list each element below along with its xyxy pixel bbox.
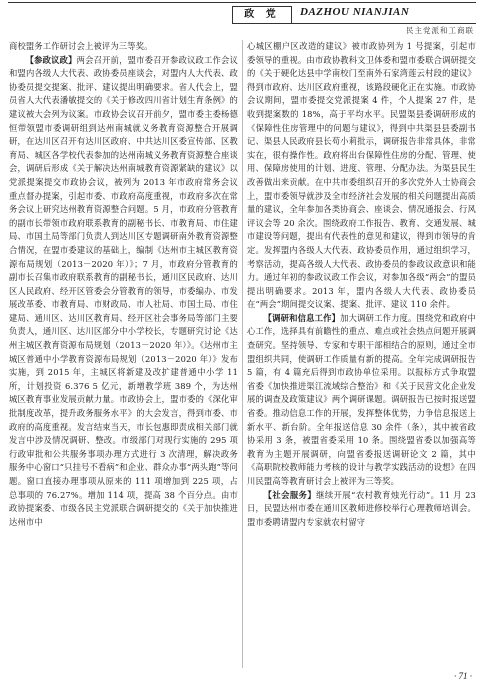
section-tag: 【社会服务】 [263,489,317,500]
header-bottom-rule [232,23,476,24]
paragraph [247,312,476,489]
paragraph [9,54,238,530]
header-top-rule [8,2,476,3]
section-tag: 【参政议政】 [25,54,77,65]
yearbook-title: DAZHOU NIANJIAN [300,6,410,18]
paragraph-text: 继续开展“农村教育烛光行动”。11 月 23 日，民盟达州市委在通川区教师进修校举行心理教师培训会。盟市委聘请盟内专家就农村留守 [247,489,476,527]
paragraph [247,40,476,312]
paragraph-text: 商校盟务工作研讨会上被评为三等奖。 [9,41,153,51]
section-tag: 【调研和信息工作】 [263,312,341,323]
left-text-column [9,40,238,668]
column-divider [242,40,243,668]
right-text-column [247,40,476,668]
paragraph-text: 两会召开前，盟市委召开参政议政工作会议和盟内各级人大代表、政协委员座谈会，对盟内人大代表、政协委员提交提案、批评、建议提出明确要求。省人代会上，盟员省人大代表潘敏提交的《关于修改四川省计划生育条例》的建议被大会列为议案。市政协会议召开前夕，盟市委主委杨德恒带领盟市委调研组到达州南城就义务教育资源整合开展调研，在达川区召开有达川区政府、中共达川区委宣传部、区教育局、城区各学校代表参加的达州南城义务教育资源整合座谈会，调研后形成《关于解决达州南城教育资源紧缺的建议》以党派提案提交市政协会议，被列为 2013 年市政府常务会议重点督办提案，引起市委、市政府高度重视，市政府多次在常务会议上研究达州教育资源整合问题。5 月，市政府分管教育的副市长带领市政府联系教育的副秘书长、市教育局、市住建局、市国土局等部门负责人到达川区专题调研南外教育资源整合情况，在盟市委建议的基础上，编制《达州市主城区教育资源布局规划（2013－2020 年）》；7 月，市政府分管教育的副市长召集市政府联系教育的副秘书长，通川区民政府、达川区人民政府、经开区管委会分管教育的领导，市委编办、市发展改革委、市教育局、市财政局、市人社局、市国土局、市住建局、通川区、达川区教育局、经开区社会事务局等部门主要负责人，通川区、达川区部分中小学校长，专题研究讨论《达州主城区教育资源布局规划（2013－2020 年）》。《达州市主城区普通中小学教育资源布局规划（2013－2020 年）》发布实施，到 2015 年，主城区将新建及改扩建普通中小学 11 所，计划投资 6.376 5 亿元，新增教学班 389 个，为达州城区教育事业发展贡献力量。市政协会上，盟市委的《深化审批制度改革，提升政务服务水平》的大会发言，得到市委、市政府的高度重视。发言结束当天，市长包惠即责成相关部门就发言中涉及情况调研、整改。市级部门对现行实施的 295 项行政审批和公共服务事项办理方式进行 3 次清理，解决政务服务中心窗口“只挂号不看病”和企业、群众办事“两头跑”等问题。窗口直接办理事项从原来的 111 项增加到 225 项，占总事项的 76.27%。增加 114 项，提高 38 个百分点。由市政协提案委、市级各民主党派联合调研提交的《关于加快推进达州市中 [9,54,238,527]
paragraph [9,40,238,54]
paragraph-text: 心城区棚户区改造的建议》被市政协列为 1 号提案，引起市委领导的重视。由市政协教科文卫体委和盟市委联合调研提交的《关于硬化达县中学南校门至南外石家湾莲云村段的建议》得到市政府、达川区政府重视，该路段硬化正在实施。市政协会议期间，盟市委提交党派提案 4 件，个人提案 27 件，是收到提案数的 18%，高于平均水平。民盟渠县委调研形成的《保障性住房管理中的问题与建议》，得到中共渠县县委副书记、渠县人民政府县长苟小莉批示，调研报告非常具体，非常实在，很有操作性。政府将出台保障性住房的分配、管理、使用、保障房使用的计划、进度、管理、分配办法。为渠县民生改善做出来贡献。在中共市委组织召开的多次党外人士协商会上，盟市委领导就涉及全市经济社会发展的相关问题提出高质量的建议，全年参加各类协商会、座谈会、情况通报会、行风评议会等 20 余次。围绕政府工作报告、教育、交通发展、城市建设等问题，提出有代表性的意见和建议，得到市领导的肯定。发挥盟内各级人大代表、政协委员作用，通过组织学习，考察活动，提高各级人大代表、政协委员的参政议政意识和能力。通过年初的参政议政工作会议，对参加各级“两会”的盟员提出明确要求。2013 年，盟内各级人大代表、政协委员在“两会”期间提交议案、提案、批评、建议 110 余件。 [247,41,476,310]
paragraph-text: 加大调研工作力度。围绕党和政府中心工作，选择具有前瞻性的重点、难点或社会热点问题开展调查研究。坚持领导、专家和专职干部相结合的原则，通过全市盟组织共同，使调研工作质量有新的提高。全年完成调研报告 5 篇，有 4 篇充后得到市政协单位采用。以报标方式争取盟省委《加快推进渠江流域综合整治》和《关于民营文化企业发展的调查及政策建议》两个调研课题。调研报告已按时报送盟省委。推动信息工作的开展，发挥整体优势，力争信息报送上新水平、新台阶。全年报送信息 30 余件（条），其中被省政协采用 3 条，被盟省委采用 10 条。围绕盟省委以加强高等教育为主题开展调研，向盟省委报送调研论文 2 篇，其中《高职院校教师能力考核的设计与教学实践活动的设想》在四川民盟高等教育研讨会上被评为三等奖。 [247,312,476,486]
page-header [0,0,484,36]
subsection-title: 民主党派和工商联 [406,26,474,35]
paragraph [247,489,476,530]
page-number: · 71 · [454,671,472,681]
section-title-box: 政 党 [232,6,292,24]
